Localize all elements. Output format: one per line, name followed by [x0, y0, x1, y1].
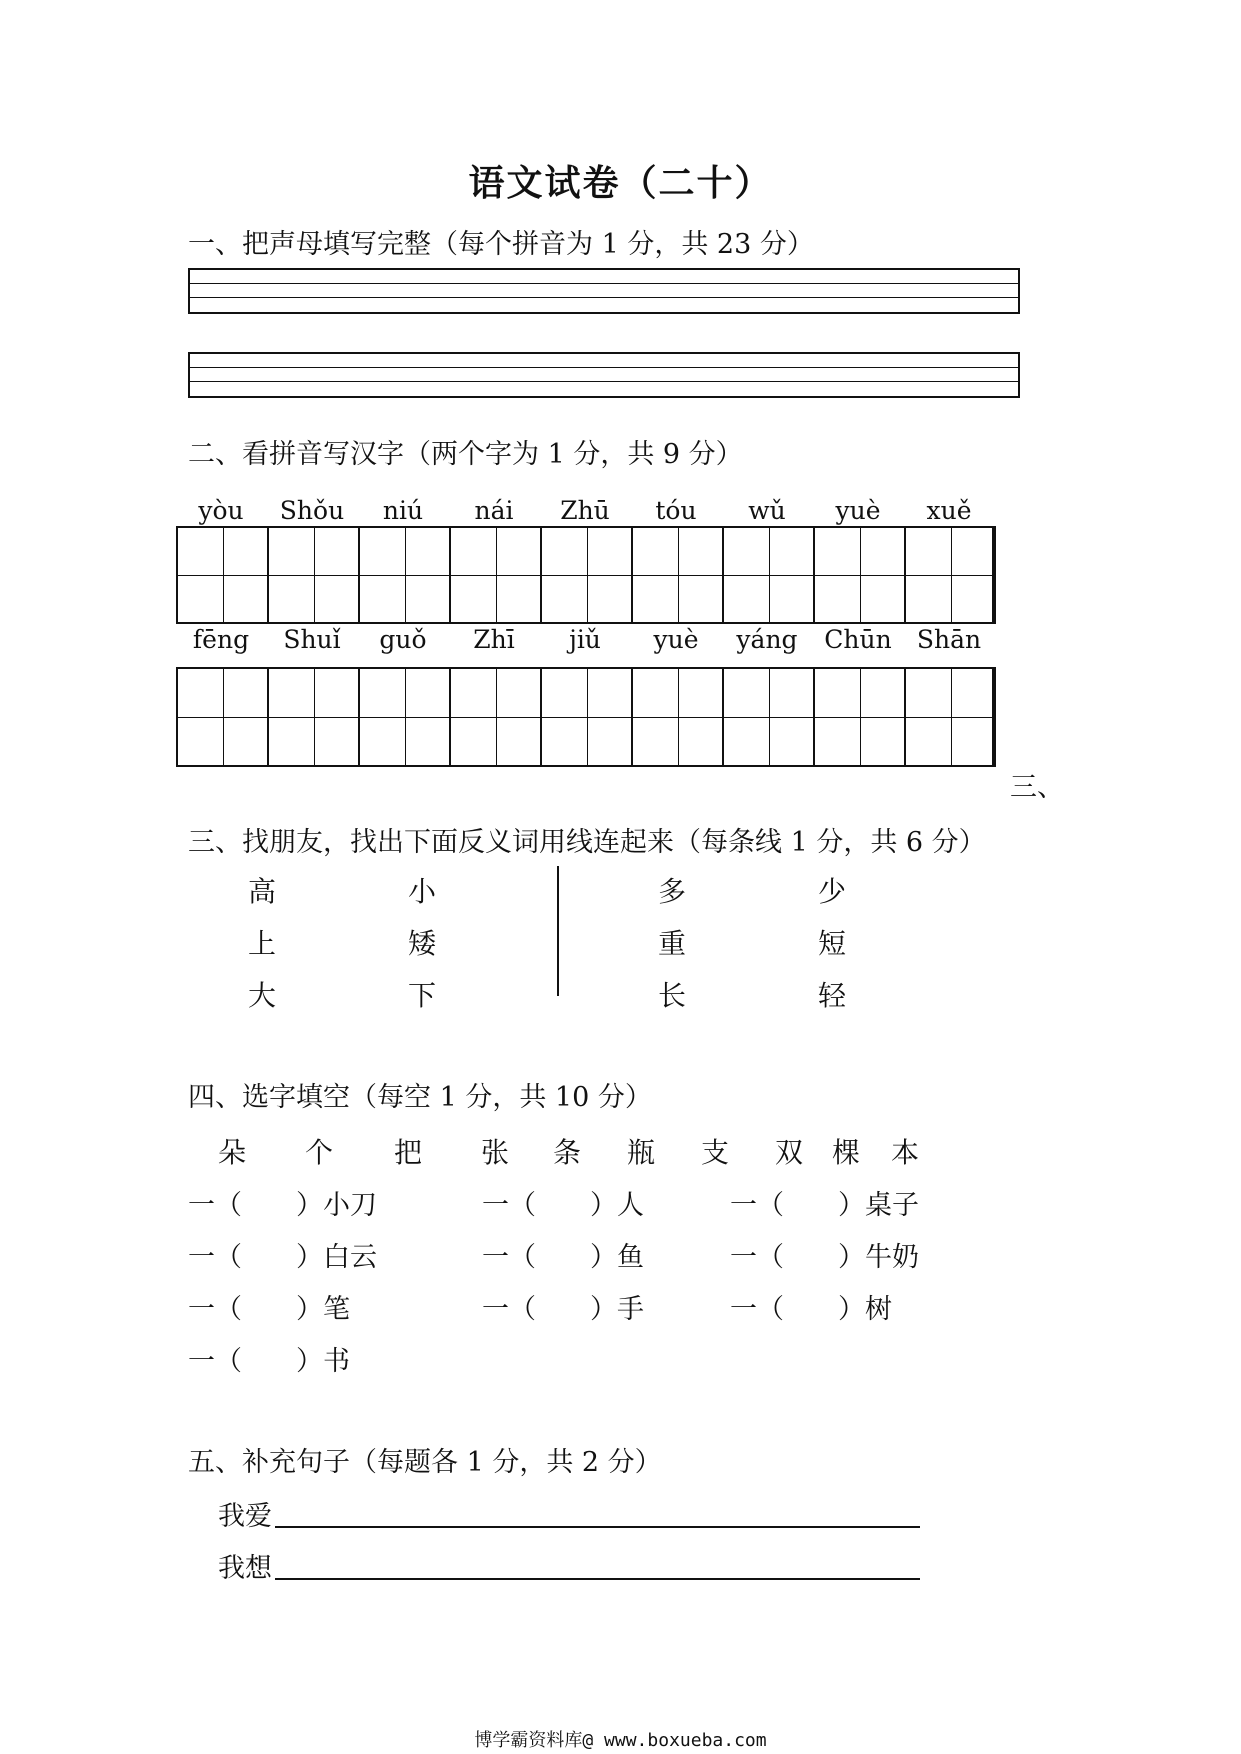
- measure-word-choice: 双: [775, 1136, 804, 1169]
- measure-word-choice: 棵: [832, 1136, 861, 1169]
- section-4-heading: 四、选字填空（每空 1 分，共 10 分）: [188, 1082, 652, 1113]
- measure-word-choice: 朵: [218, 1136, 247, 1169]
- pinyin-label: Shuǐ: [283, 625, 341, 654]
- antonym-word[interactable]: 轻: [818, 979, 847, 1012]
- section-5-heading: 五、补充句子（每题各 1 分，共 2 分）: [188, 1447, 662, 1478]
- pinyin-label: tóu: [655, 496, 697, 525]
- antonym-word[interactable]: 下: [408, 979, 437, 1012]
- pinyin-label: Shǒu: [279, 496, 345, 525]
- fill-blank-item[interactable]: 一（ ）书: [188, 1346, 350, 1377]
- antonym-word[interactable]: 重: [658, 927, 687, 960]
- character-writing-grid-1: [176, 526, 996, 624]
- fill-blank-item[interactable]: 一（ ）牛奶: [730, 1242, 919, 1273]
- fill-blank-item[interactable]: 一（ ）桌子: [730, 1190, 919, 1221]
- sentence-prompt: 我爱: [218, 1501, 272, 1532]
- section-3-heading: 三、找朋友，找出下面反义词用线连起来（每条线 1 分，共 6 分）: [188, 827, 986, 858]
- measure-word-choice: 支: [701, 1136, 730, 1169]
- pinyin-label: yuè: [835, 496, 881, 525]
- antonym-word[interactable]: 小: [408, 875, 437, 908]
- measure-word-choice: 条: [553, 1136, 582, 1169]
- pinyin-label: Zhī: [473, 625, 515, 654]
- antonym-word[interactable]: 矮: [408, 927, 437, 960]
- measure-word-choice: 把: [394, 1136, 423, 1169]
- antonym-word[interactable]: 少: [818, 875, 847, 908]
- pinyin-label: niú: [382, 496, 424, 525]
- fill-blank-item[interactable]: 一（ ）树: [730, 1294, 892, 1325]
- answer-line[interactable]: [275, 1526, 920, 1528]
- pinyin-row-1: [176, 496, 996, 530]
- antonym-word[interactable]: 上: [248, 927, 277, 960]
- fill-blank-item[interactable]: 一（ ）白云: [188, 1242, 377, 1273]
- measure-word-choice: 本: [891, 1136, 920, 1169]
- pinyin-label: fēng: [192, 625, 250, 654]
- fill-blank-item[interactable]: 一（ ）笔: [188, 1294, 350, 1325]
- pinyin-label: jiǔ: [569, 625, 601, 654]
- fill-blank-item[interactable]: 一（ ）鱼: [482, 1242, 644, 1273]
- antonym-word[interactable]: 大: [248, 979, 277, 1012]
- four-line-writing-grid: [188, 352, 1020, 398]
- answer-line[interactable]: [275, 1578, 920, 1580]
- fill-blank-item[interactable]: 一（ ）小刀: [188, 1190, 377, 1221]
- pinyin-label: Chūn: [824, 625, 892, 654]
- pinyin-label: yuè: [653, 625, 699, 654]
- section-1-heading: 一、把声母填写完整（每个拼音为 1 分，共 23 分）: [188, 229, 814, 260]
- fill-blank-item[interactable]: 一（ ）人: [482, 1190, 644, 1221]
- measure-word-choice: 个: [305, 1136, 334, 1169]
- section-2-heading: 二、看拼音写汉字（两个字为 1 分，共 9 分）: [188, 439, 743, 470]
- pinyin-row-2: [176, 625, 996, 659]
- stray-section-mark: 三、: [1010, 772, 1064, 803]
- fill-blank-item[interactable]: 一（ ）手: [482, 1294, 644, 1325]
- footer-watermark: 博学霸资料库@ www.boxueba.com: [474, 1730, 767, 1751]
- antonym-word[interactable]: 长: [658, 979, 687, 1012]
- pinyin-label: guǒ: [379, 625, 427, 654]
- pinyin-label: Zhū: [560, 496, 610, 525]
- pinyin-label: wǔ: [748, 496, 786, 525]
- character-writing-grid-2: [176, 667, 996, 767]
- antonym-word[interactable]: 短: [818, 927, 847, 960]
- four-line-writing-grid: [188, 268, 1020, 314]
- measure-word-choice: 瓶: [627, 1136, 656, 1169]
- antonym-word[interactable]: 多: [658, 875, 687, 908]
- measure-word-choice: 张: [481, 1136, 510, 1169]
- antonym-word[interactable]: 高: [248, 875, 277, 908]
- sentence-prompt: 我想: [218, 1553, 272, 1584]
- pinyin-label: yáng: [736, 625, 798, 654]
- pinyin-label: Shān: [916, 625, 982, 654]
- column-divider: [557, 866, 559, 996]
- pinyin-label: nái: [474, 496, 514, 525]
- page-title: 语文试卷（二十）: [468, 162, 773, 204]
- pinyin-label: xuě: [926, 496, 972, 525]
- pinyin-label: yòu: [198, 496, 244, 525]
